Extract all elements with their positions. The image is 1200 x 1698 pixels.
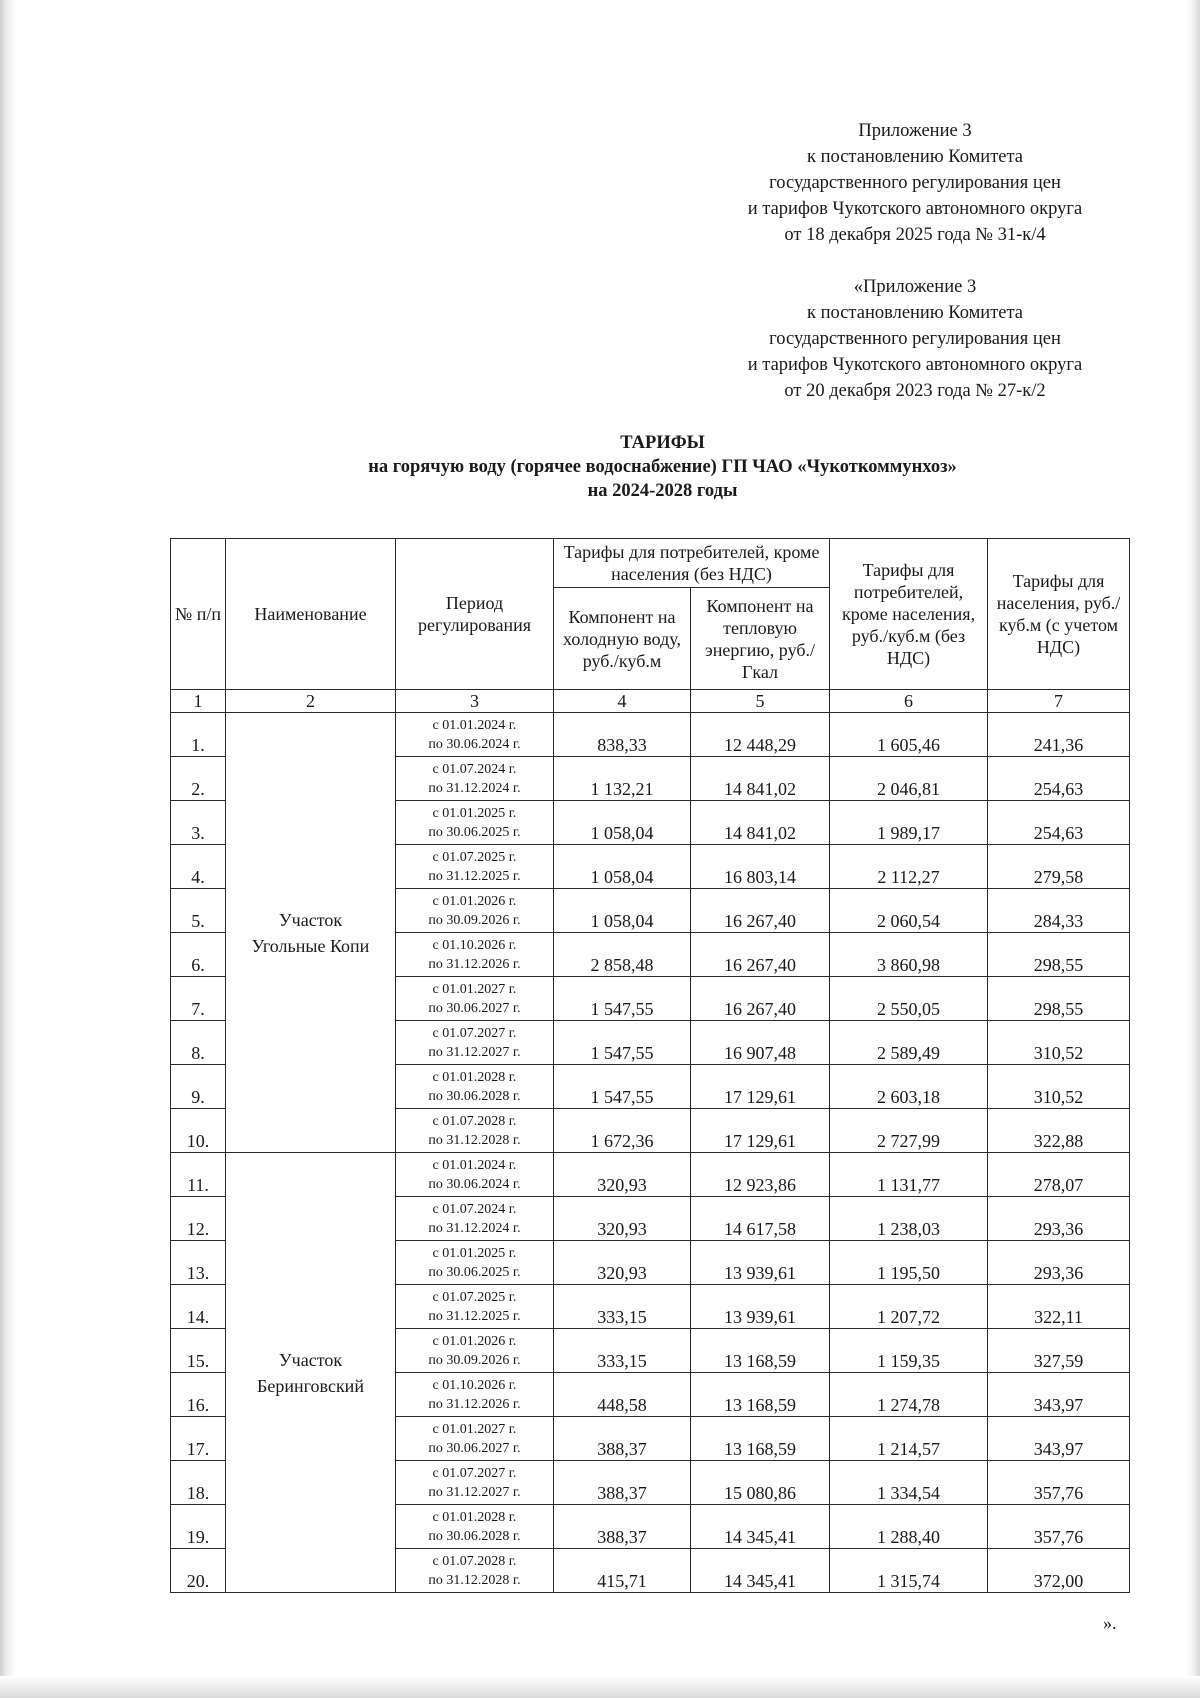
document-title [160,431,1165,503]
period-from: с 01.01.2027 г. [432,981,517,997]
population-tariff-value: 298,55 [988,933,1130,977]
consumers-tariff-value: 1 131,77 [830,1153,988,1197]
period-cell [396,1197,554,1241]
thermal-component-value: 12 923,86 [691,1153,830,1197]
consumers-tariff-value: 1 989,17 [830,801,988,845]
row-number: 5. [171,889,226,933]
period-cell [396,1153,554,1197]
appendix-original-line5: от 20 декабря 2023 года № 27-к/2 [784,381,1046,401]
cold-water-component-value: 320,93 [554,1153,691,1197]
period-cell [396,801,554,845]
population-tariff-value: 310,52 [988,1065,1130,1109]
period-to: по 30.06.2028 г. [428,1528,521,1544]
period-from: с 01.07.2025 г. [432,1289,517,1305]
row-number: 3. [171,801,226,845]
population-tariff-value: 293,36 [988,1241,1130,1285]
cold-water-component-value: 388,37 [554,1461,691,1505]
period-cell [396,1329,554,1373]
consumers-tariff-value: 2 112,27 [830,845,988,889]
cold-water-component-value: 320,93 [554,1241,691,1285]
appendix-current-line4: и тарифов Чукотского автономного округа [747,199,1083,219]
cold-water-component-value: 838,33 [554,713,691,757]
thermal-component-value: 13 168,59 [691,1373,830,1417]
tariff-table [170,538,1130,1593]
cold-water-component-value: 320,93 [554,1197,691,1241]
consumers-tariff-value: 1 274,78 [830,1373,988,1417]
period-to: по 31.12.2024 г. [428,780,521,796]
thermal-component-value: 14 841,02 [691,801,830,845]
period-cell [396,1109,554,1153]
appendix-original-line3: государственного регулирования цен [769,329,1061,349]
title-heading: ТАРИФЫ [620,433,705,453]
thermal-component-value: 16 267,40 [691,977,830,1021]
period-from: с 01.01.2025 г. [432,805,517,821]
population-tariff-value: 343,97 [988,1373,1130,1417]
cold-water-component-value: 1 132,21 [554,757,691,801]
consumers-tariff-value: 1 207,72 [830,1285,988,1329]
period-to: по 31.12.2028 г. [428,1572,521,1588]
column-number-7: 7 [988,690,1130,713]
consumers-tariff-value: 1 334,54 [830,1461,988,1505]
population-tariff-value: 327,59 [988,1329,1130,1373]
tariff-table-body [171,713,1130,1593]
title-subtitle: на горячую воду (горячее водоснабжение) ГП ЧАО «Чукоткоммунхоз» [368,457,957,477]
row-number: 15. [171,1329,226,1373]
column-number-3: 3 [396,690,554,713]
period-cell [396,1373,554,1417]
population-tariff-value: 254,63 [988,757,1130,801]
period-to: по 30.06.2027 г. [428,1440,521,1456]
header-period: Период регулирования [396,539,554,690]
period-from: с 01.01.2024 г. [432,1157,517,1173]
period-cell [396,1417,554,1461]
consumers-tariff-value: 1 195,50 [830,1241,988,1285]
period-from: с 01.10.2026 г. [432,937,517,953]
cold-water-component-value: 415,71 [554,1549,691,1593]
period-cell [396,1461,554,1505]
population-tariff-value: 241,36 [988,713,1130,757]
scan-edge-left [0,0,16,1698]
section-name-line1: Участок [278,1349,343,1370]
header-consumers-tariff: Тарифы для потребителей, кроме населения, руб./куб.м (без НДС) [830,539,988,690]
period-from: с 01.01.2028 г. [432,1069,517,1085]
population-tariff-value: 372,00 [988,1549,1130,1593]
consumers-tariff-value: 1 159,35 [830,1329,988,1373]
thermal-component-value: 13 939,61 [691,1241,830,1285]
period-cell [396,1505,554,1549]
period-cell [396,713,554,757]
period-from: с 01.10.2026 г. [432,1377,517,1393]
cold-water-component-value: 2 858,48 [554,933,691,977]
column-number-2: 2 [226,690,396,713]
consumers-tariff-value: 1 214,57 [830,1417,988,1461]
row-number: 6. [171,933,226,977]
cold-water-component-value: 1 547,55 [554,977,691,1021]
period-from: с 01.07.2025 г. [432,849,517,865]
population-tariff-value: 357,76 [988,1461,1130,1505]
cold-water-component-value: 333,15 [554,1329,691,1373]
consumers-tariff-value: 1 238,03 [830,1197,988,1241]
period-to: по 30.06.2025 г. [428,824,521,840]
period-cell [396,757,554,801]
consumers-tariff-value: 2 060,54 [830,889,988,933]
section-name-line1: Участок [278,909,343,930]
population-tariff-value: 284,33 [988,889,1130,933]
column-number-6: 6 [830,690,988,713]
cold-water-component-value: 333,15 [554,1285,691,1329]
row-number: 11. [171,1153,226,1197]
thermal-component-value: 13 168,59 [691,1329,830,1373]
period-cell [396,1065,554,1109]
thermal-component-value: 14 841,02 [691,757,830,801]
period-to: по 30.06.2027 г. [428,1000,521,1016]
appendix-current-line2: к постановлению Комитета [806,147,1024,167]
period-to: по 31.12.2026 г. [428,1396,521,1412]
thermal-component-value: 13 168,59 [691,1417,830,1461]
section-name [226,1153,396,1593]
population-tariff-value: 322,11 [988,1285,1130,1329]
appendix-original-header [700,274,1130,404]
row-number: 8. [171,1021,226,1065]
header-non-population-group: Тарифы для потребителей, кроме населения (без НДС) [554,539,830,588]
population-tariff-value: 254,63 [988,801,1130,845]
thermal-component-value: 16 803,14 [691,845,830,889]
cold-water-component-value: 388,37 [554,1505,691,1549]
period-to: по 30.06.2028 г. [428,1088,521,1104]
header-thermal-component: Компонент на тепловую энергию, руб./Гкал [691,588,830,690]
appendix-original-line4: и тарифов Чукотского автономного округа [747,355,1083,375]
row-number: 10. [171,1109,226,1153]
thermal-component-value: 16 907,48 [691,1021,830,1065]
column-number-1: 1 [171,690,226,713]
cold-water-component-value: 1 058,04 [554,845,691,889]
period-cell [396,1285,554,1329]
thermal-component-value: 16 267,40 [691,933,830,977]
row-number: 12. [171,1197,226,1241]
appendix-original-line2: к постановлению Комитета [806,303,1024,323]
row-number: 14. [171,1285,226,1329]
cold-water-component-value: 1 058,04 [554,801,691,845]
consumers-tariff-value: 2 603,18 [830,1065,988,1109]
appendix-current-header [700,118,1130,248]
period-cell [396,845,554,889]
row-number: 9. [171,1065,226,1109]
population-tariff-value: 343,97 [988,1417,1130,1461]
population-tariff-value: 322,88 [988,1109,1130,1153]
period-to: по 31.12.2028 г. [428,1132,521,1148]
period-from: с 01.07.2027 г. [432,1025,517,1041]
period-cell [396,933,554,977]
scan-edge-bottom [0,1676,1200,1698]
cold-water-component-value: 1 672,36 [554,1109,691,1153]
period-to: по 30.06.2024 г. [428,736,521,752]
row-number: 17. [171,1417,226,1461]
thermal-component-value: 14 345,41 [691,1549,830,1593]
period-from: с 01.07.2028 г. [432,1553,517,1569]
cold-water-component-value: 1 058,04 [554,889,691,933]
thermal-component-value: 17 129,61 [691,1109,830,1153]
row-number: 1. [171,713,226,757]
consumers-tariff-value: 2 727,99 [830,1109,988,1153]
appendix-current-line1: Приложение 3 [858,121,972,141]
population-tariff-value: 298,55 [988,977,1130,1021]
appendix-current-line3: государственного регулирования цен [769,173,1061,193]
section-name-line2: Беринговский [257,1375,364,1396]
title-years: на 2024-2028 годы [587,481,738,501]
section-name [226,713,396,1153]
header-cold-water-component: Компонент на холодную воду, руб./куб.м [554,588,691,690]
row-number: 16. [171,1373,226,1417]
period-to: по 31.12.2027 г. [428,1484,521,1500]
period-to: по 31.12.2025 г. [428,1308,521,1324]
period-cell [396,1549,554,1593]
consumers-tariff-value: 2 550,05 [830,977,988,1021]
column-number-4: 4 [554,690,691,713]
thermal-component-value: 14 617,58 [691,1197,830,1241]
period-cell [396,889,554,933]
table-row [171,1153,1130,1197]
period-from: с 01.07.2024 г. [432,761,517,777]
row-number: 4. [171,845,226,889]
row-number: 7. [171,977,226,1021]
thermal-component-value: 15 080,86 [691,1461,830,1505]
section-name-line2: Угольные Копи [251,935,370,956]
period-to: по 30.06.2025 г. [428,1264,521,1280]
cold-water-component-value: 388,37 [554,1417,691,1461]
header-population-tariff: Тарифы для населения, руб./куб.м (с учетом НДС) [988,539,1130,690]
population-tariff-value: 278,07 [988,1153,1130,1197]
row-number: 20. [171,1549,226,1593]
population-tariff-value: 310,52 [988,1021,1130,1065]
row-number: 2. [171,757,226,801]
period-from: с 01.07.2024 г. [432,1201,517,1217]
period-to: по 30.06.2024 г. [428,1176,521,1192]
period-to: по 30.09.2026 г. [428,912,521,928]
population-tariff-value: 357,76 [988,1505,1130,1549]
thermal-component-value: 14 345,41 [691,1505,830,1549]
period-to: по 31.12.2027 г. [428,1044,521,1060]
scan-edge-right [1186,0,1200,1698]
thermal-component-value: 17 129,61 [691,1065,830,1109]
row-number: 18. [171,1461,226,1505]
period-to: по 31.12.2026 г. [428,956,521,972]
period-from: с 01.01.2027 г. [432,1421,517,1437]
thermal-component-value: 13 939,61 [691,1285,830,1329]
closing-quote-mark: ». [1103,1613,1117,1633]
thermal-component-value: 12 448,29 [691,713,830,757]
period-from: с 01.01.2024 г. [432,717,517,733]
consumers-tariff-value: 1 288,40 [830,1505,988,1549]
period-cell [396,977,554,1021]
period-from: с 01.01.2026 г. [432,1333,517,1349]
column-number-5: 5 [691,690,830,713]
cold-water-component-value: 1 547,55 [554,1065,691,1109]
period-from: с 01.07.2027 г. [432,1465,517,1481]
consumers-tariff-value: 1 315,74 [830,1549,988,1593]
population-tariff-value: 293,36 [988,1197,1130,1241]
period-cell [396,1241,554,1285]
period-from: с 01.07.2028 г. [432,1113,517,1129]
period-from: с 01.01.2028 г. [432,1509,517,1525]
period-to: по 31.12.2024 г. [428,1220,521,1236]
consumers-tariff-value: 2 589,49 [830,1021,988,1065]
period-cell [396,1021,554,1065]
population-tariff-value: 279,58 [988,845,1130,889]
period-from: с 01.01.2026 г. [432,893,517,909]
period-to: по 31.12.2025 г. [428,868,521,884]
period-from: с 01.01.2025 г. [432,1245,517,1261]
thermal-component-value: 16 267,40 [691,889,830,933]
row-number: 13. [171,1241,226,1285]
cold-water-component-value: 1 547,55 [554,1021,691,1065]
appendix-current-line5: от 18 декабря 2025 года № 31-к/4 [784,225,1046,245]
cold-water-component-value: 448,58 [554,1373,691,1417]
consumers-tariff-value: 2 046,81 [830,757,988,801]
header-num: № п/п [171,539,226,690]
period-to: по 30.09.2026 г. [428,1352,521,1368]
consumers-tariff-value: 1 605,46 [830,713,988,757]
header-name: Наименование [226,539,396,690]
appendix-original-line1: «Приложение 3 [853,277,977,297]
consumers-tariff-value: 3 860,98 [830,933,988,977]
row-number: 19. [171,1505,226,1549]
table-row [171,713,1130,757]
